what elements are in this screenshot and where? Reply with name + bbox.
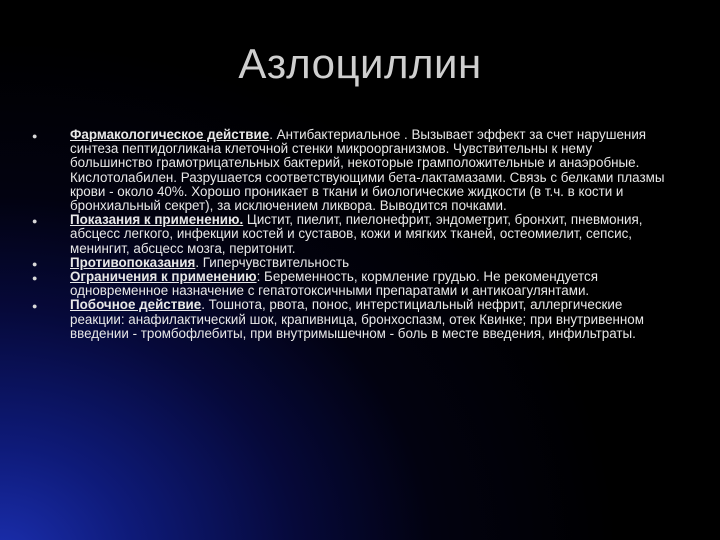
bullet-item-restrictions <box>32 270 672 298</box>
bullet-text: Цистит, пиелит, пиелонефрит, эндометрит, бронхит, пневмония, абсцесс легкого, инфекции костей и суставов, кожи и мягких тканей, остеомиелит, сепсис, менингит, абсцесс мозга, перитонит. <box>70 212 643 256</box>
bullet-term: Фармакологическое действие <box>70 127 270 142</box>
bullet-term: Ограничения к применению <box>70 269 257 285</box>
bullet-term: Побочное действие <box>70 297 202 313</box>
bullet-item-indications <box>32 213 672 256</box>
bullet-icon: ● <box>32 258 38 269</box>
bullet-icon: ● <box>32 301 38 312</box>
bullet-icon: ● <box>32 273 38 284</box>
bullet-term: Показания к применению. <box>70 212 244 228</box>
bullet-text: . Тошнота, рвота, понос, интерстициальный нефрит, аллергические реакции: анафилактический шок, крапивница, бронхоспазм, отек Квинке; при внутривенном введении - тромбофлебиты, при внутримышечном - боль в месте введения, инфильтраты. <box>70 297 644 341</box>
slide-title: Азлоциллин <box>238 40 482 87</box>
bullet-term: Противопоказания <box>70 254 196 270</box>
bullet-text: . Антибактериальное . Вызывает эффект за счет нарушения синтеза пептидогликана клеточной стенки микроорганизмов. Чувствительны к нему большинство грамотрицательных бактерий, некоторые грамположительные и анаэробные. Кислотолабилен. Разрушается соответствующими бета-лактамазами. Связь с белками плазмы крови - около 40%. Хорошо проникает в ткани и биологические жидкости (в т.ч. в кости и бронхиальный секрет), за исключением ликвора. Выводится почками. <box>70 127 665 214</box>
bullet-icon: ● <box>32 131 38 141</box>
bullet-list <box>32 128 672 341</box>
bullet-item-side-effects <box>32 298 672 341</box>
bullet-icon: ● <box>32 216 38 227</box>
bullet-text: : Беременность, кормление грудью. Не рекомендуется одновременное назначение с гепатотоксичными препаратами и антикоагулянтами. <box>70 269 598 299</box>
bullet-text: . Гиперчувствительность <box>195 254 350 270</box>
bullet-item-contraindications <box>32 256 672 270</box>
bullet-item-pharmacology <box>32 128 672 213</box>
